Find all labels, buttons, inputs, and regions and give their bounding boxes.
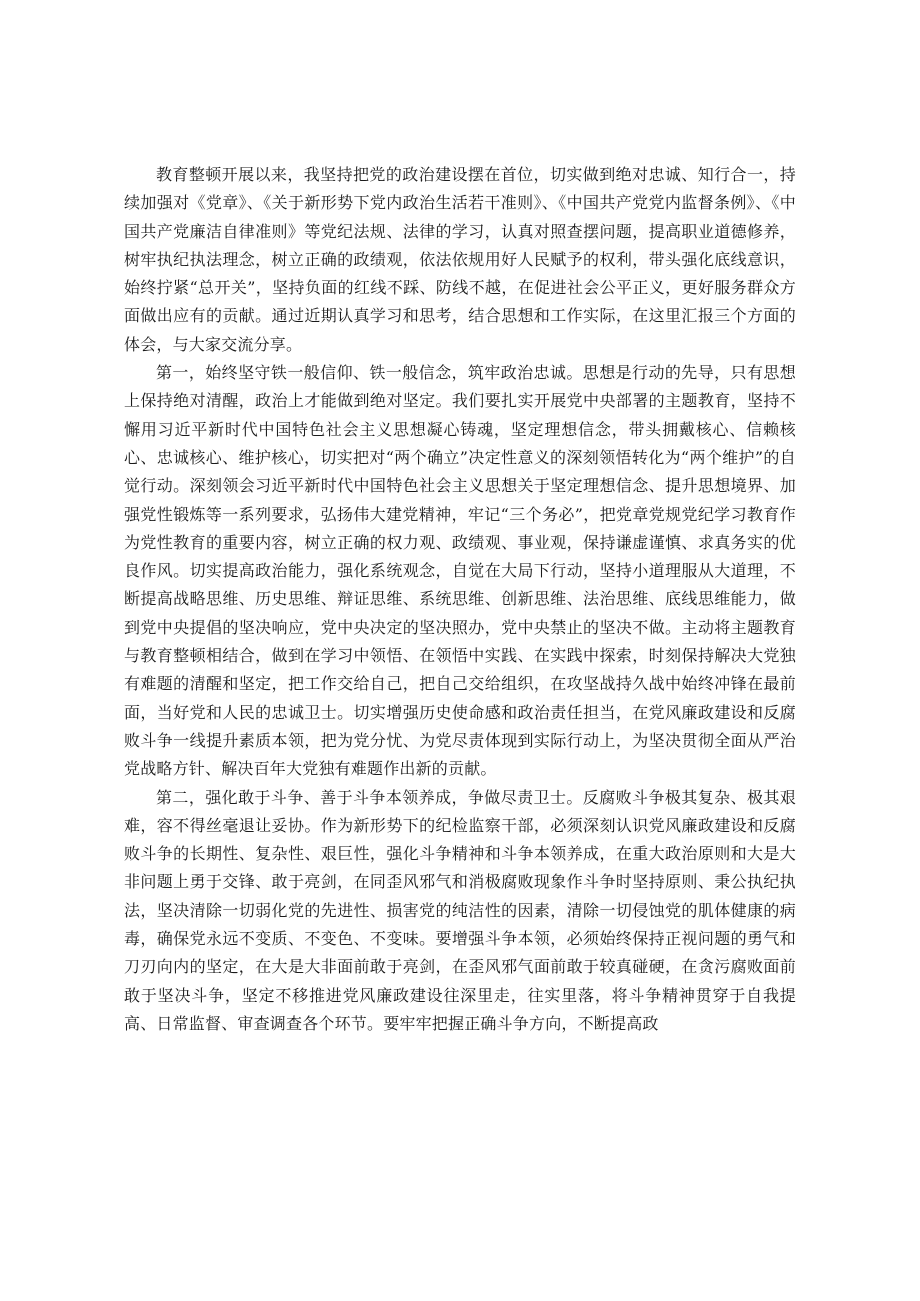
document-body — [124, 161, 796, 1038]
paragraph-intro: 教育整顿开展以来，我坚持把党的政治建设摆在首位，切实做到绝对忠诚、知行合一，持续加强对《党章》、《关于新形势下党内政治生活若干准则》、《中国共产党党内监督条例》、《中国共产党廉洁自律准则》等党纪法规、法律的学习，认真对照查摆问题，提高职业道德修养，树牢执纪执法理念，树立正确的政绩观，依法依规用好人民赋予的权利，带头强化底线意识，始终拧紧“总开关”，坚持负面的红线不踩、防线不越，在促进社会公平正义，更好服务群众方面做出应有的贡献。通过近期认真学习和思考，结合思想和工作实际，在这里汇报三个方面的体会，与大家交流分享。 — [124, 165, 796, 354]
paragraph-second-point: 第二，强化敢于斗争、善于斗争本领养成，争做尽责卫士。反腐败斗争极其复杂、极其艰难，容不得丝毫退让妥协。作为新形势下的纪检监察干部，必须深刻认识党风廉政建设和反腐败斗争的长期性、复杂性、艰巨性，强化斗争精神和斗争本领养成，在重大政治原则和大是大非问题上勇于交锋、敢于亮剑，在同歪风邪气和消极腐败现象作斗争时坚持原则、秉公执纪执法，坚决清除一切弱化党的先进性、损害党的纯洁性的因素，清除一切侵蚀党的肌体健康的病毒，确保党永远不变质、不变色、不变味。要增强斗争本领，必须始终保持正视问题的勇气和刀刃向内的坚定，在大是大非面前敢于亮剑，在歪风邪气面前敢于较真碰硬，在贪污腐败面前敢于坚决斗争，坚定不移推进党风廉政建设往深里走，往实里落，将斗争精神贯穿于自我提高、日常监督、审查调查各个环节。要牢牢把握正确斗争方向，不断提高政 — [124, 787, 796, 1033]
paragraph-first-point: 第一，始终坚守铁一般信仰、铁一般信念，筑牢政治忠诚。思想是行动的先导，只有思想上保持绝对清醒，政治上才能做到绝对坚定。我们要扎实开展党中央部署的主题教育，坚持不懈用习近平新时代中国特色社会主义思想凝心铸魂，坚定理想信念，带头拥戴核心、信赖核心、忠诚核心、维护核心，切实把对“两个确立”决定性意义的深刻领悟转化为“两个维护”的自觉行动。深刻领会习近平新时代中国特色社会主义思想关于坚定理想信念、提升思想境界、加强党性锻炼等一系列要求，弘扬伟大建党精神，牢记“三个务必”，把党章党规党纪学习教育作为党性教育的重要内容，树立正确的权力观、政绩观、事业观，保持谦虚谨慎、求真务实的优良作风。切实提高政治能力，强化系统观念，自觉在大局下行动，坚持小道理服从大道理，不断提高战略思维、历史思维、辩证思维、系统思维、创新思维、法治思维、底线思维能力，做到党中央提倡的坚决响应，党中央决定的坚决照办，党中央禁止的坚决不做。主动将主题教育与教育整顿相结合，做到在学习中领悟、在领悟中实践、在实践中探索，时刻保持解决大党独有难题的清醒和坚定，把工作交给自己，把自己交给组织，在攻坚战持久战中始终冲锋在最前面，当好党和人民的忠诚卫士。切实增强历史使命感和政治责任担当，在党风廉政建设和反腐败斗争一线提升素质本领，把为党分忧、为党尽责体现到实际行动上，为坚决贯彻全面从严治党战略方针、解决百年大党独有难题作出新的贡献。 — [124, 363, 796, 779]
